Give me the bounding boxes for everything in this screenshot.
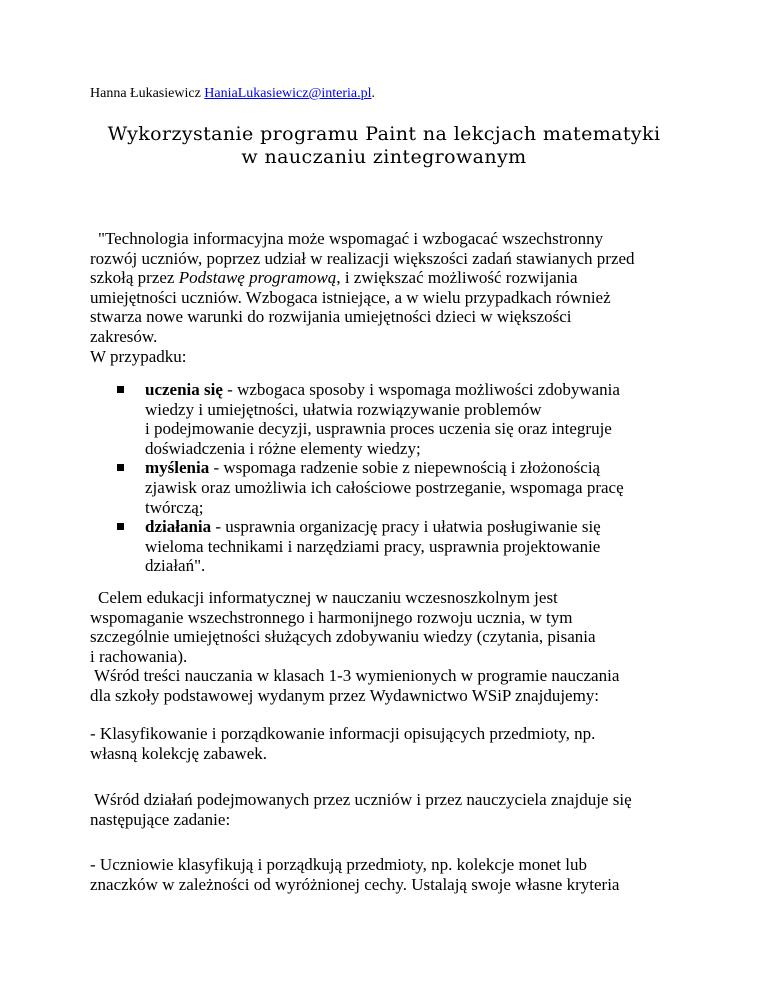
paragraph-line: Wśród działań podejmowanych przez uczniów i przez nauczyciela znajduje się <box>94 790 632 809</box>
intro-paragraph <box>90 229 690 366</box>
bullet-term: myślenia <box>145 458 210 478</box>
intro-line-3-before: szkołą przez <box>90 268 179 288</box>
bullet-text-line: - wspomaga radzenie sobie z niepewnością i złożonością <box>209 458 601 478</box>
intro-line-2: rozwój uczniów, poprzez udział w realizacji większości zadań stawianych przed <box>90 248 635 268</box>
intro-line-7: W przypadku: <box>90 346 187 366</box>
bullet-text-line: - wzbogaca sposoby i wspomaga możliwości zdobywania <box>222 380 620 399</box>
title-line-1: Wykorzystanie programu Paint na lekcjach matematyki <box>107 123 661 145</box>
bullet-text-line: wiedzy i umiejętności, ułatwia rozwiązywanie problemów <box>145 399 542 419</box>
square-bullet-icon <box>117 386 124 393</box>
author-name: Hanna Łukasiewicz <box>90 86 201 101</box>
bullet-text-line: działań". <box>145 556 206 576</box>
bullet-list <box>117 380 677 576</box>
bullet-text-line: zjawisk oraz umożliwia ich całościowe postrzeganie, wspomaga pracę <box>145 477 624 497</box>
intro-line-6: zakresów. <box>90 326 158 346</box>
document-title <box>90 123 678 169</box>
paragraph-line: Celem edukacji informatycznej w nauczaniu wczesnoszkolnym jest <box>98 588 558 607</box>
intro-line-5: stwarza nowe warunki do rozwijania umiejętności dzieci w większości <box>90 307 572 327</box>
bullet-text-line: wieloma technikami i narzędziami pracy, usprawnia projektowanie <box>145 536 601 556</box>
paragraph-line: własną kolekcję zabawek. <box>90 743 267 763</box>
bullet-text-line: doświadczenia i różne elementy wiedzy; <box>145 438 421 458</box>
paragraph-line: znaczków w zależności od wyróżnionej cechy. Ustalają swoje własne kryteria <box>90 874 620 894</box>
paragraph-dzialania-uczniow <box>90 790 690 829</box>
author-email-link[interactable]: HaniaLukasiewicz@interia.pl <box>204 86 372 101</box>
bullet-term: działania <box>145 517 212 537</box>
square-bullet-icon <box>117 464 124 471</box>
paragraph-line: - Klasyfikowanie i porządkowanie informacji opisujących przedmioty, np. <box>90 724 596 743</box>
intro-line-3-after: , i zwiększać możliwość rozwijania <box>336 268 578 288</box>
bullet-item-uczenia <box>117 380 677 458</box>
square-bullet-icon <box>117 523 124 530</box>
intro-line-4: umiejętności uczniów. Wzbogaca istniejące, a w wielu przypadkach również <box>90 287 611 307</box>
intro-line-1: "Technologia informacyjna może wspomagać i wzbogacać wszechstronny <box>98 229 604 248</box>
paragraph-cel-edukacji <box>90 588 690 706</box>
paragraph-line: Wśród treści nauczania w klasach 1-3 wymienionych w programie nauczania <box>94 666 620 686</box>
paragraph-line: dla szkoły podstawowej wydanym przez Wydawnictwo WSiP znajdujemy: <box>90 685 600 705</box>
bullet-text-line: twórczą; <box>145 497 204 517</box>
title-line-2: w nauczaniu zintegrowanym <box>241 146 527 168</box>
bullet-term: uczenia się <box>145 380 223 399</box>
bullet-text-line: i podejmowanie decyzji, usprawnia proces uczenia się oraz integruje <box>145 419 612 439</box>
paragraph-uczniowie-klasyfikuja <box>90 855 690 894</box>
paragraph-line: wspomaganie wszechstronnego i harmonijnego rozwoju ucznia, w tym <box>90 607 573 627</box>
paragraph-line: - Uczniowie klasyfikują i porządkują przedmioty, np. kolekcje monet lub <box>90 855 587 874</box>
paragraph-line: szczególnie umiejętności służących zdobywaniu wiedzy (czytania, pisania <box>90 627 596 647</box>
paragraph-line: i rachowania). <box>90 646 188 666</box>
author-line <box>90 86 375 102</box>
bullet-item-dzialania <box>117 517 677 576</box>
intro-line-3-italic: Podstawę programową <box>178 268 337 288</box>
paragraph-klasyfikowanie <box>90 724 690 763</box>
bullet-text-line: - usprawnia organizację pracy i ułatwia posługiwanie się <box>211 517 601 537</box>
bullet-item-myslenia <box>117 458 677 517</box>
author-trailing-period: . <box>371 86 376 101</box>
paragraph-line: następujące zadanie: <box>90 809 231 829</box>
